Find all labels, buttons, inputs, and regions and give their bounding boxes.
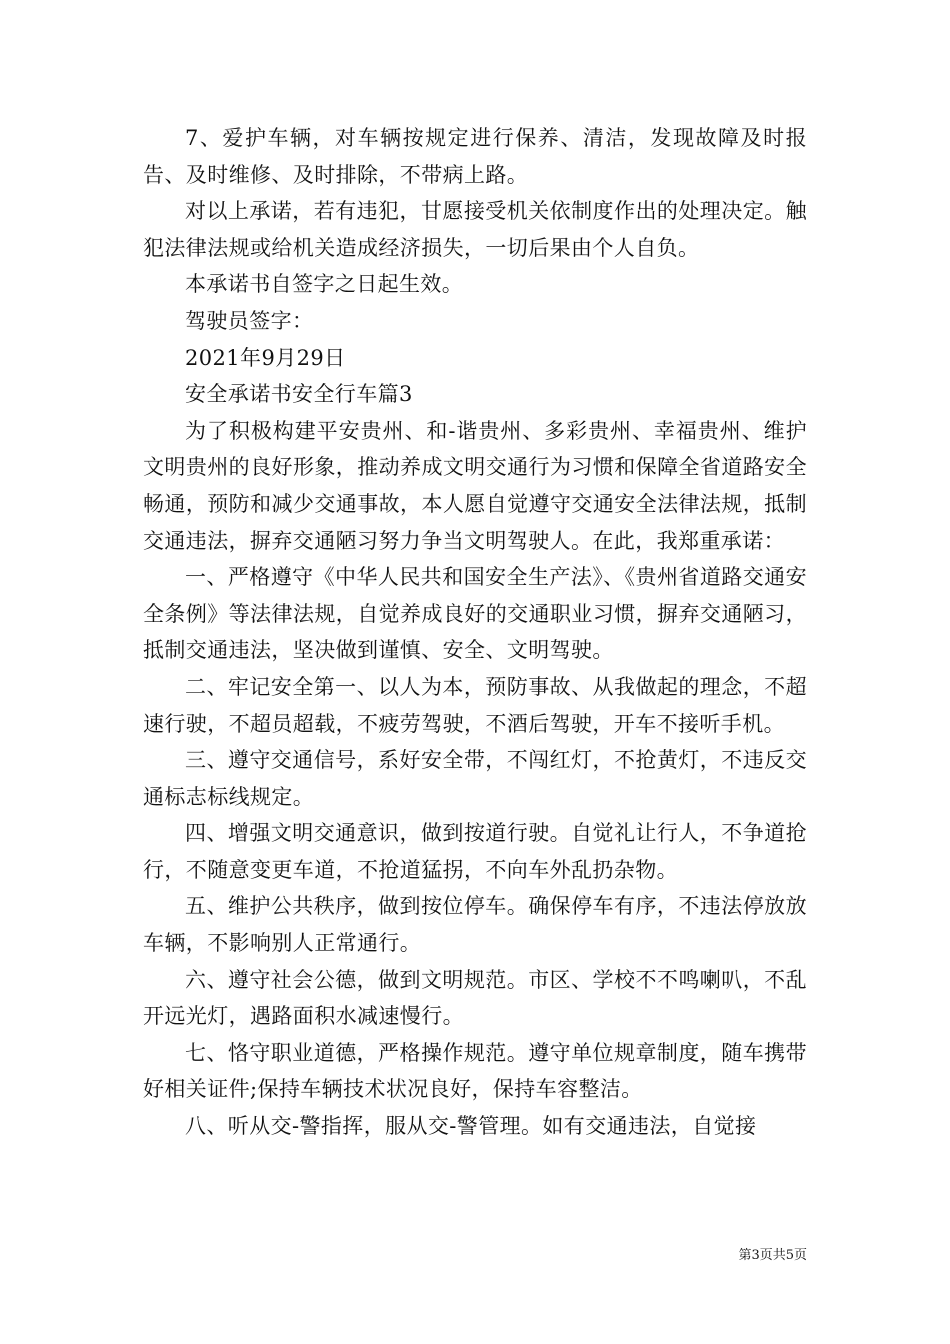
driver-signature-label: 驾驶员签字： <box>185 308 314 333</box>
paragraph-pledge-6: 六、遵守社会公德，做到文明规范。市区、学校不不鸣喇叭，不乱开远光灯，遇路面积水减速慢行。 <box>143 967 807 1029</box>
paragraph-pledge-2: 二、牢记安全第一、以人为本，预防事故、从我做起的理念，不超速行驶，不超员超载，不疲劳驾驶，不酒后驾驶，开车不接听手机。 <box>143 674 807 736</box>
paragraph-pledge-7: 七、恪守职业道德，严格操作规范。遵守单位规章制度，随车携带好相关证件;保持车辆技术状况良好，保持车容整洁。 <box>143 1040 807 1102</box>
document-body <box>143 120 807 1145</box>
paragraph-pledge-8: 八、听从交-警指挥，服从交-警管理。如有交通违法，自觉接 <box>185 1114 757 1139</box>
paragraph-intro: 为了积极构建平安贵州、和-谐贵州、多彩贵州、幸福贵州、维护文明贵州的良好形象，推动养成文明交通行为习惯和保障全省道路安全畅通，预防和减少交通事故，本人愿自觉遵守交通安全法律法规，抵制交通违法，摒弃交通陋习努力争当文明驾驶人。在此，我郑重承诺： <box>143 418 807 553</box>
signature-date: 2021年9月29日 <box>185 345 346 370</box>
section-title: 安全承诺书安全行车篇3 <box>185 382 413 407</box>
paragraph-pledge-1: 一、严格遵守《中华人民共和国安全生产法》、《贵州省道路交通安全条例》等法律法规，自觉养成良好的交通职业习惯，摒弃交通陋习，抵制交通违法，坚决做到谨慎、安全、文明驾驶。 <box>143 565 807 663</box>
paragraph-pledge-3: 三、遵守交通信号，系好安全带，不闯红灯，不抢黄灯，不违反交通标志标线规定。 <box>143 748 807 809</box>
paragraph-item-7: 7、爱护车辆，对车辆按规定进行保养、清洁，发现故障及时报告、及时维修、及时排除，不带病上路。 <box>143 126 807 187</box>
paragraph-violation-consequence: 对以上承诺，若有违犯，甘愿接受机关依制度作出的处理决定。触犯法律法规或给机关造成经济损失，一切后果由个人自负。 <box>143 199 807 260</box>
paragraph-pledge-4: 四、增强文明交通意识，做到按道行驶。自觉礼让行人，不争道抢行，不随意变更车道，不抢道猛拐，不向车外乱扔杂物。 <box>143 821 807 882</box>
paragraph-effective-date: 本承诺书自签字之日起生效。 <box>185 272 464 297</box>
page-number-footer: 第3页共5页 <box>738 1248 807 1263</box>
paragraph-pledge-5: 五、维护公共秩序，做到按位停车。确保停车有序，不违法停放放车辆，不影响别人正常通行。 <box>143 894 807 956</box>
